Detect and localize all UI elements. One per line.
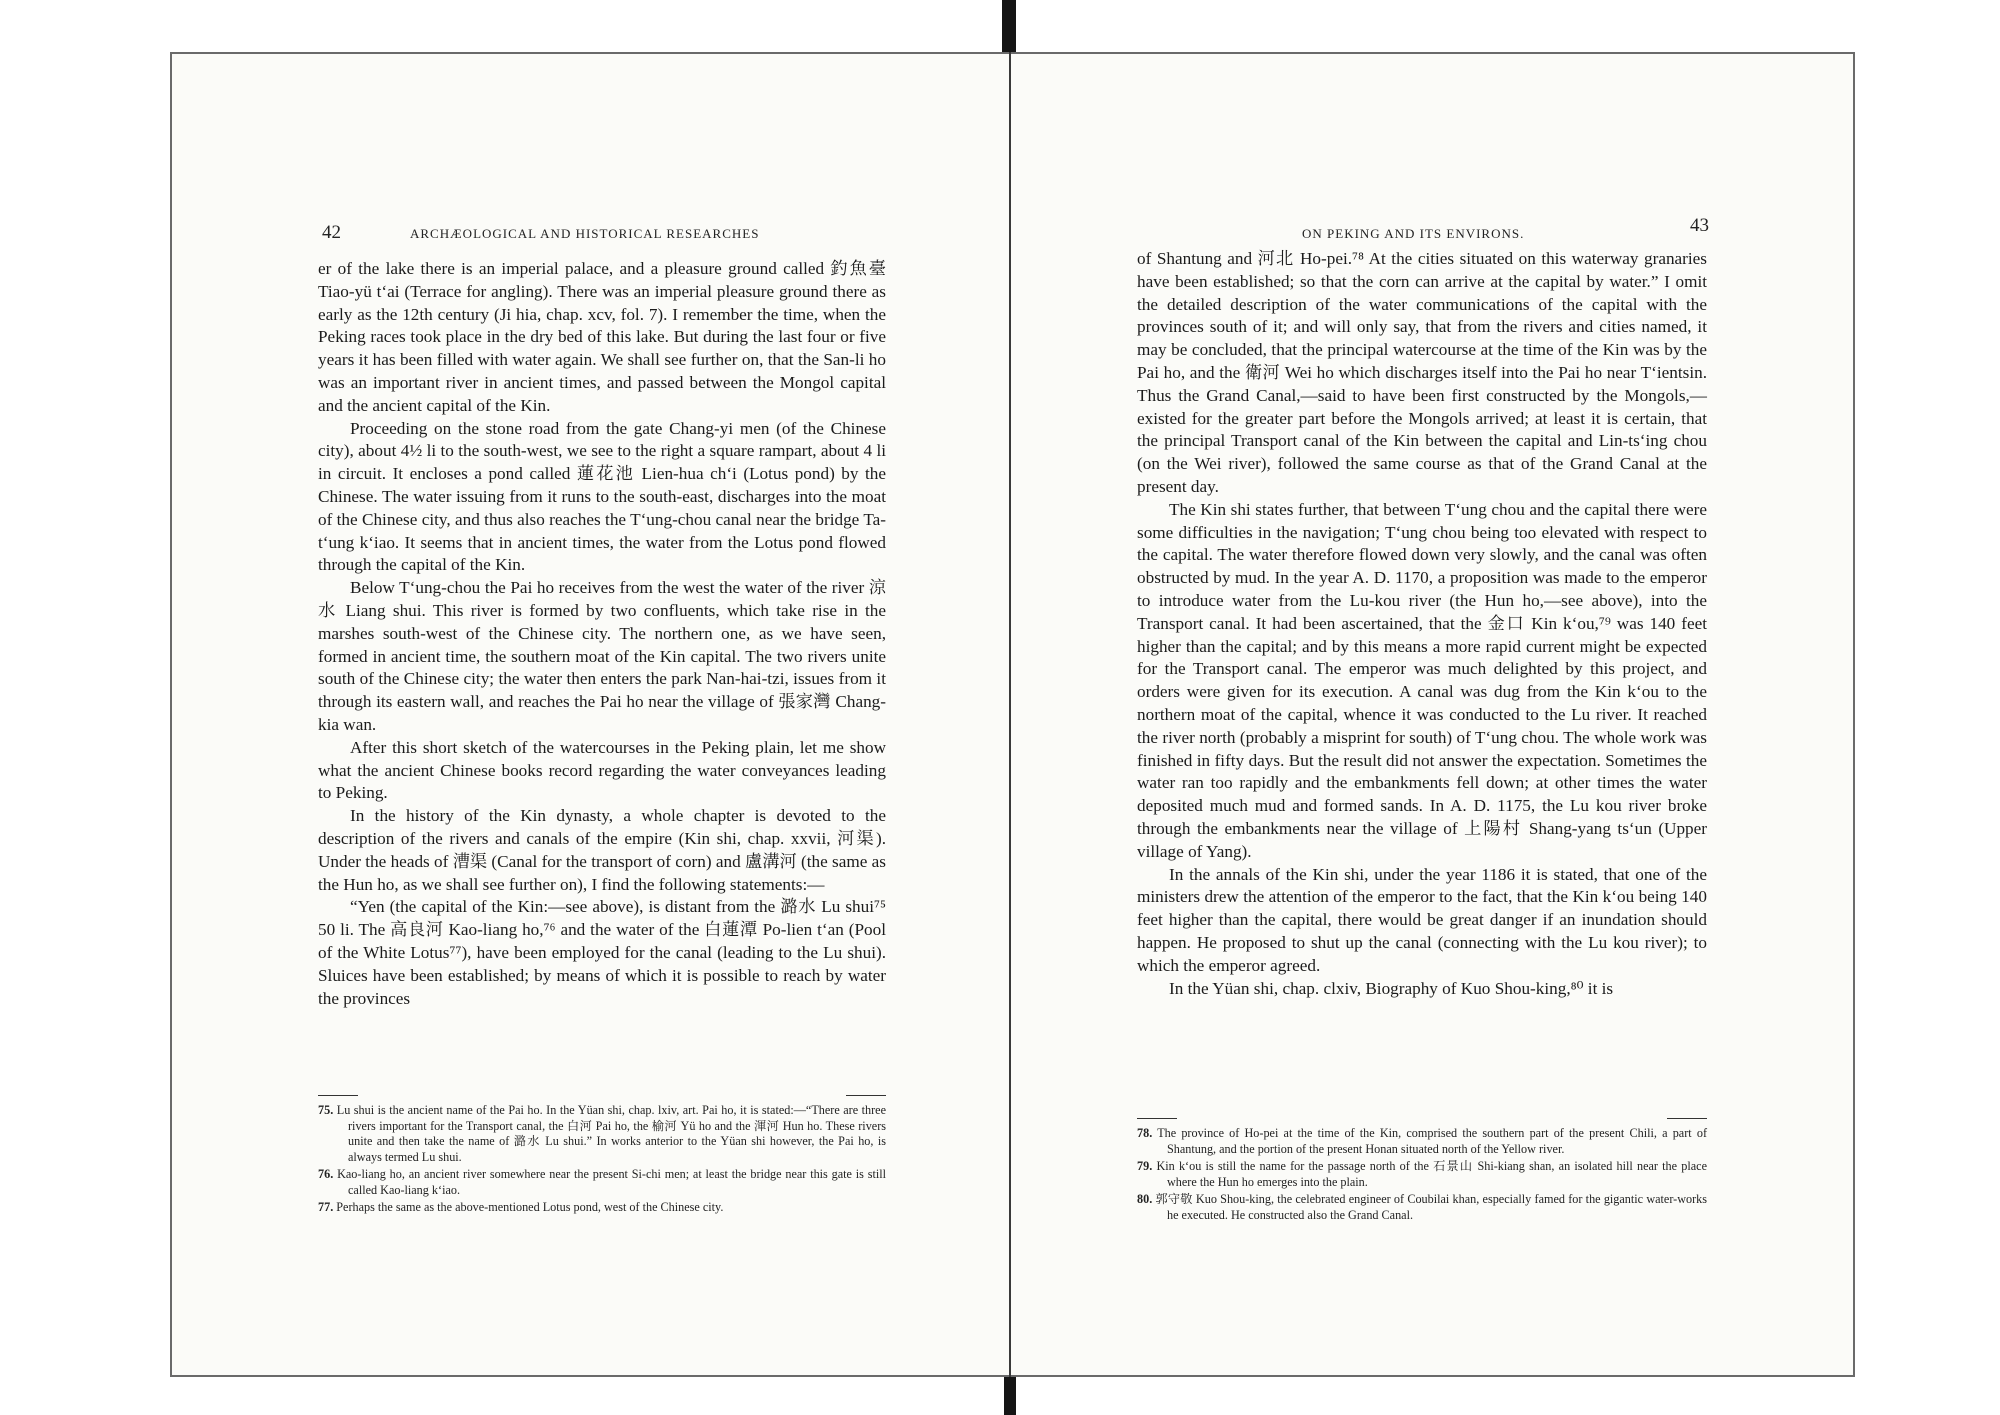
left-paragraph-2: Proceeding on the stone road from the gate Chang-yi men (of the Chinese city), about 4½ li to the south-west, we see to the right a square rampart, about 4 li in circuit. It encloses a pond called 蓮花池 Lien-hua ch‘i (Lotus pond) by the Chinese. The water issuing from it runs to the south-east, discharges into the moat of the Chinese city, and thus also reaches the T‘ung-chou canal near the bridge Ta-t‘ung k‘iao. It seems that in ancient times, the water from the Lotus pond flowed through the capital of the Kin. (318, 418, 886, 575)
left-footnote-rule-right (846, 1095, 886, 1096)
footnote-77: 77. Perhaps the same as the above-mentioned Lotus pond, west of the Chinese city. (318, 1200, 724, 1214)
right-running-head: ON PEKING AND ITS ENVIRONS. (1302, 226, 1525, 241)
footnote-78: 78. The province of Ho-pei at the time of the Kin, comprised the southern part of the present Chili, a part of Shantung, and the portion of the present Honan situated north of the Yellow river. (1137, 1126, 1707, 1156)
footnote-76: 76. Kao-liang ho, an ancient river somewhere near the present Si-chi men; at least the bridge near this gate is still called Kao-liang k‘iao. (318, 1167, 887, 1197)
right-footnote-rule-right (1667, 1118, 1707, 1119)
right-paragraph-4: In the Yüan shi, chap. clxiv, Biography of Kuo Shou-king,⁸⁰ it is (1169, 978, 1614, 998)
footnote-75: 75. Lu shui is the ancient name of the Pai ho. In the Yüan shi, chap. lxiv, art. Pai ho, it is stated:—“There are three rivers important for the Transport canal, the 白河 Pai ho, the 榆河 Yü ho and the 渾河 Hun ho. These rivers unite and then take the name of 潞水 Lu shui.” In works anterior to the Yüan shi however, the Pai ho, is always termed Lu shui. (318, 1103, 887, 1164)
gutter-top (1002, 0, 1016, 60)
right-page-number: 43 (1690, 215, 1709, 236)
left-footnote-rule-left (318, 1095, 358, 1096)
footnote-80: 80. 郭守敬 Kuo Shou-king, the celebrated engineer of Coubilai khan, especially famed for the gigantic water-works he executed. He constructed also the Grand Canal. (1137, 1192, 1708, 1222)
page-spine (1009, 52, 1011, 1377)
right-paragraph-2: The Kin shi states further, that between T‘ung chou and the capital there were some difficulties in the navigation; T‘ung chou being too elevated with respect to the capital. The water therefore flowed down very slowly, and the canal was often obstructed by mud. In the year A. D. 1170, a proposition was made to the emperor to introduce water from the Lu-kou river (the Hun ho,—see above), into the Transport canal. It had been ascertained, that the 金口 Kin k‘ou,⁷⁹ was 140 feet higher than the capital; and by this means a more rapid current might be expected for the Transport canal. The emperor was much delighted by this project, and orders were given for its execution. A canal was dug from the Kin k‘ou to the northern moat of the capital, whence it was conducted to the Lu river. It reached the river north (probably a misprint for south) of T‘ung chou. The whole work was finished in fifty days. But the result did not answer the expectation. Sometimes the water ran too rapidly and the embankments fell down; at other times the water deposited much mud and formed sands. In A. D. 1175, the Lu kou river broke through the embankments near the village of 上陽村 Shang-yang ts‘un (Upper village of Yang). (1137, 499, 1707, 861)
footnote-79: 79. Kin k‘ou is still the name for the passage north of the 石景山 Shi-kiang shan, an isolated hill near the place where the Hun ho emerges into the plain. (1137, 1159, 1707, 1189)
left-paragraph-1: er of the lake there is an imperial palace, and a pleasure ground called 釣魚臺 Tiao-yü t‘ai (Terrace for angling). There was an imperial pleasure ground there as early as the 12th century (Ji hia, chap. xcv, fol. 7). I remember the time, when the Peking races took place in the dry bed of this lake. But during the last four or five years it has been filled with water again. We shall see further on, that the San-li ho was an important river in ancient times, and passed between the Mongol capital and the ancient capital of the Kin. (318, 259, 886, 415)
left-page-number: 42 (322, 222, 341, 243)
left-paragraph-5: In the history of the Kin dynasty, a whole chapter is devoted to the description of the rivers and canals of the empire (Kin shi, chap. xxvii, 河渠). Under the heads of 漕渠 (Canal for the transport of corn) and 盧溝河 (the same as the Hun ho, as we shall see further on), I find the following statements:— (318, 806, 886, 894)
right-body (1137, 248, 1707, 1000)
left-footnotes (318, 1103, 886, 1218)
right-paragraph-3: In the annals of the Kin shi, under the year 1186 it is stated, that one of the ministers drew the attention of the emperor to the fact, that the Kin k‘ou being 140 feet higher than the capital, there would be great danger if an inundation should happen. He proposed to shut up the canal (connecting with the Lu kou river); to which the emperor agreed. (1137, 864, 1707, 975)
right-footnote-rule-left (1137, 1118, 1177, 1119)
left-paragraph-6: “Yen (the capital of the Kin:—see above), is distant from the 潞水 Lu shui⁷⁵ 50 li. The 高良河 Kao-liang ho,⁷⁶ and the water of the 白蓮潭 Po-lien t‘an (Pool of the White Lotus⁷⁷), have been employed for the canal (leading to the Lu shui). Sluices have been established; by means of which it is possible to reach by water the provinces (318, 897, 886, 1008)
left-running-head: ARCHÆOLOGICAL AND HISTORICAL RESEARCHES (410, 226, 760, 241)
left-paragraph-4: After this short sketch of the watercourses in the Peking plain, let me show what the ancient Chinese books record regarding the water conveyances leading to Peking. (318, 737, 886, 803)
right-paragraph-1: of Shantung and 河北 Ho-pei.⁷⁸ At the cities situated on this waterway granaries have been established; so that the corn can arrive at the capital by water.” I omit the detailed description of the water communications of the capital with the provinces south of it; and will only say, that from the rivers and cities named, it may be concluded, that the principal watercourse at the time of the Kin was by the Pai ho, and the 衛河 Wei ho which discharges itself into the Pai ho near T‘ientsin. Thus the Grand Canal,—said to have been first constructed by the Mongols,—existed for the greater part before the Mongols arrived; at least it is certain, that the principal Transport canal of the Kin between the capital and Lin-ts‘ing chou (on the Wei river), followed the same course as that of the Grand Canal at the present day. (1137, 249, 1707, 496)
left-body (318, 258, 886, 1010)
left-paragraph-3: Below T‘ung-chou the Pai ho receives from the west the water of the river 涼水 Liang shui. This river is formed by two confluents, which take rise in the marshes south-west of the Chinese city. The northern one, as we have seen, formed in ancient time, the southern moat of the Kin capital. The two rivers unite south of the Chinese city; the water then enters the park Nan-hai-tzi, issues from it through its eastern wall, and reaches the Pai ho near the village of 張家灣 Chang-kia wan. (318, 578, 886, 734)
right-footnotes (1137, 1126, 1707, 1225)
